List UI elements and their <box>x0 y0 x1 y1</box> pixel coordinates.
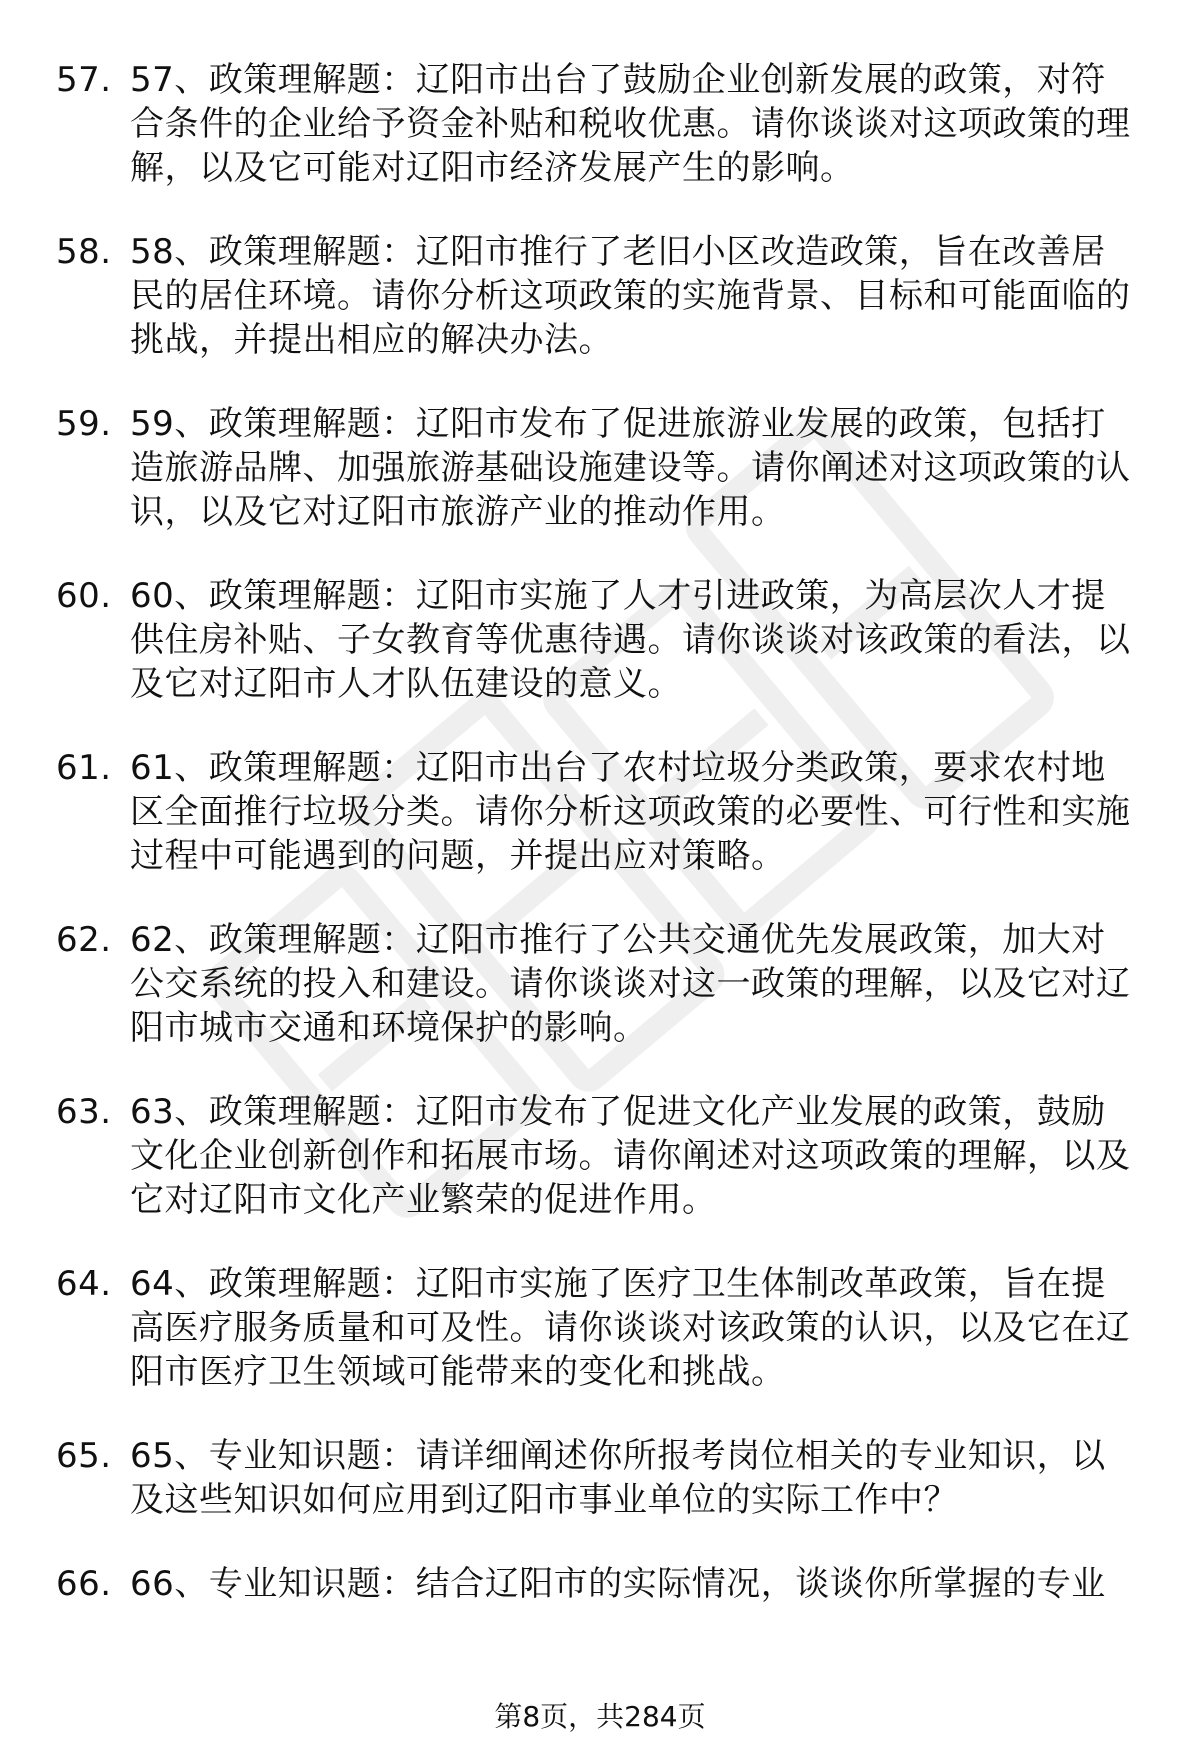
question-number: 66. <box>56 1564 112 1604</box>
question-item <box>0 1434 1200 1522</box>
question-text: 63、政策理解题：辽阳市发布了促进文化产业发展的政策，鼓励文化企业创新创作和拓展市场。请你阐述对这项政策的理解，以及它对辽阳市文化产业繁荣的促进作用。 <box>130 1092 1131 1220</box>
question-item <box>0 1262 1200 1394</box>
question-text: 58、政策理解题：辽阳市推行了老旧小区改造政策，旨在改善居民的居住环境。请你分析这项政策的实施背景、目标和可能面临的挑战，并提出相应的解决办法。 <box>130 232 1131 360</box>
question-text: 59、政策理解题：辽阳市发布了促进旅游业发展的政策，包括打造旅游品牌、加强旅游基础设施建设等。请你阐述对这项政策的认识，以及它对辽阳市旅游产业的推动作用。 <box>130 404 1131 532</box>
question-text: 62、政策理解题：辽阳市推行了公共交通优先发展政策，加大对公交系统的投入和建设。请你谈谈对这一政策的理解，以及它对辽阳市城市交通和环境保护的影响。 <box>130 920 1131 1048</box>
question-list <box>0 58 1200 1646</box>
question-number: 58. <box>56 232 112 272</box>
question-number: 59. <box>56 404 112 444</box>
question-item <box>0 402 1200 534</box>
question-number: 61. <box>56 748 112 788</box>
question-item <box>0 918 1200 1050</box>
question-number: 60. <box>56 576 112 616</box>
question-item <box>0 574 1200 706</box>
question-number: 57. <box>56 60 112 100</box>
question-text: 61、政策理解题：辽阳市出台了农村垃圾分类政策，要求农村地区全面推行垃圾分类。请你分析这项政策的必要性、可行性和实施过程中可能遇到的问题，并提出应对策略。 <box>130 748 1131 876</box>
question-text: 60、政策理解题：辽阳市实施了人才引进政策，为高层次人才提供住房补贴、子女教育等优惠待遇。请你谈谈对该政策的看法，以及它对辽阳市人才队伍建设的意义。 <box>130 576 1131 704</box>
question-text: 64、政策理解题：辽阳市实施了医疗卫生体制改革政策，旨在提高医疗服务质量和可及性。请你谈谈对该政策的认识，以及它在辽阳市医疗卫生领域可能带来的变化和挑战。 <box>130 1264 1131 1392</box>
page-footer: 第8页，共284页 <box>494 1700 706 1733</box>
question-number: 63. <box>56 1092 112 1132</box>
question-item <box>0 746 1200 878</box>
question-text: 57、政策理解题：辽阳市出台了鼓励企业创新发展的政策，对符合条件的企业给予资金补贴和税收优惠。请你谈谈对这项政策的理解，以及它可能对辽阳市经济发展产生的影响。 <box>130 60 1131 188</box>
question-item <box>0 1562 1200 1606</box>
question-item <box>0 230 1200 362</box>
question-number: 64. <box>56 1264 112 1304</box>
question-text: 65、专业知识题：请详细阐述你所报考岗位相关的专业知识，以及这些知识如何应用到辽阳市事业单位的实际工作中？ <box>130 1436 1106 1520</box>
question-item <box>0 1090 1200 1222</box>
question-number: 65. <box>56 1436 112 1476</box>
question-item <box>0 58 1200 190</box>
question-text: 66、专业知识题：结合辽阳市的实际情况，谈谈你所掌握的专业 <box>130 1564 1106 1604</box>
question-number: 62. <box>56 920 112 960</box>
